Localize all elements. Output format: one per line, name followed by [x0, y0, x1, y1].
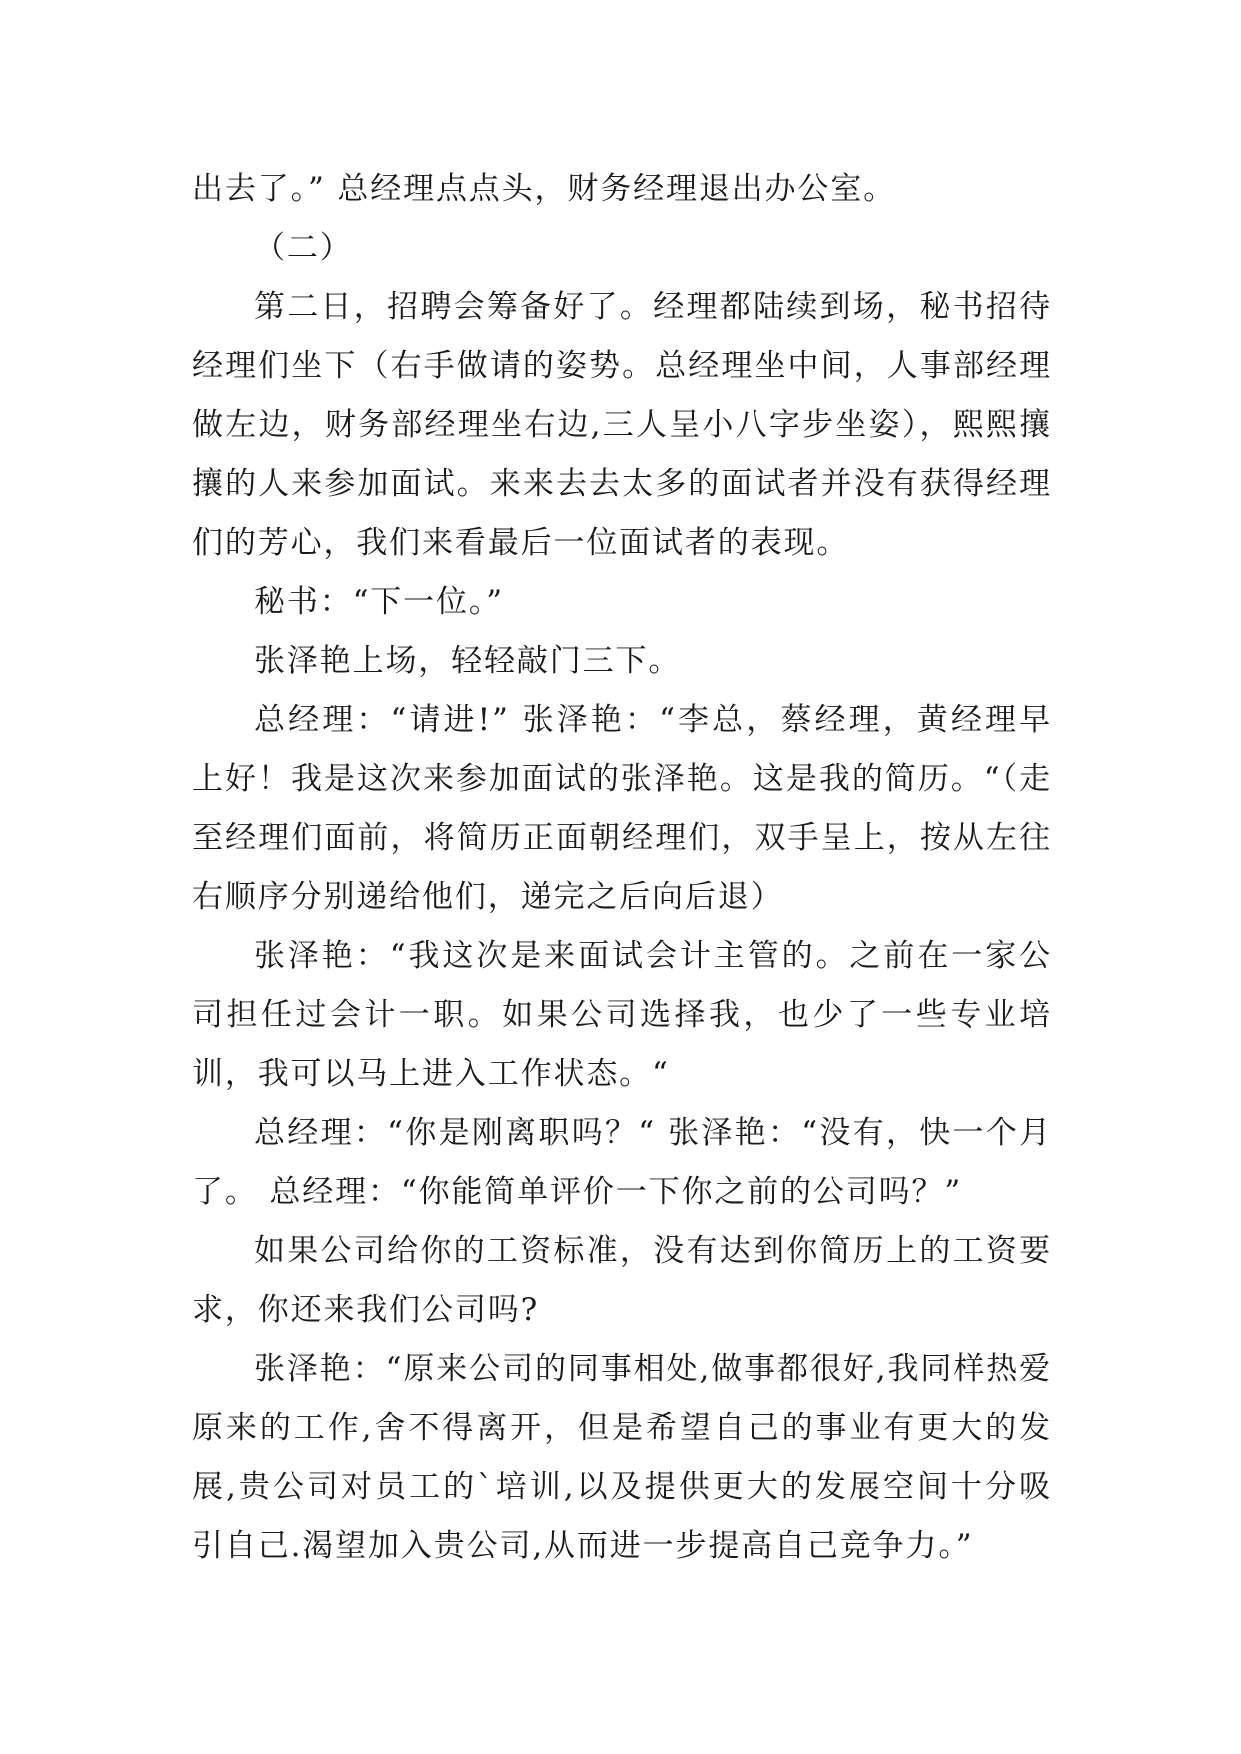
paragraph-candidate-answer: 张泽艳：“原来公司的同事相处,做事都很好,我同样热爱原来的工作,舍不得离开，但是希望自己的事业有更大的发展,贵公司对员工的`培训,以及提供更大的发展空间十分吸引自己.渴望加入贵公司,从而进一步提高自己竞争力。” [192, 1351, 1052, 1564]
paragraph-question-resignation: 总经理：“你是刚离职吗？“ 张泽艳：“没有，快一个月了。 总经理：“你能简单评价一下你之前的公司吗？” [192, 1115, 1052, 1210]
paragraph-greeting: 总经理：“请进!” 张泽艳：“李总，蔡经理，黄经理早上好！我是这次来参加面试的张泽艳。这是我的简历。“（走至经理们面前，将简历正面朝经理们，双手呈上，按从左往右顺序分别递给他们，递完之后向后退） [192, 702, 1052, 915]
paragraph-candidate-enters: 张泽艳上场，轻轻敲门三下。 [254, 643, 682, 679]
paragraph-question-salary: 如果公司给你的工资标准，没有达到你简历上的工资要求，你还来我们公司吗? [192, 1233, 1052, 1328]
section-heading: （二） [254, 230, 353, 266]
paragraph-interview-setup: 第二日，招聘会筹备好了。经理都陆续到场，秘书招待经理们坐下（右手做请的姿势。总经理坐中间，人事部经理做左边，财务部经理坐右边,三人呈小八字步坐姿），熙熙攘攘的人来参加面试。来来去去太多的面试者并没有获得经理们的芳心，我们来看最后一位面试者的表现。 [192, 289, 1052, 561]
paragraph-self-introduction: 张泽艳：“我这次是来面试会计主管的。之前在一家公司担任过会计一职。如果公司选择我，也少了一些专业培训，我可以马上进入工作状态。“ [192, 938, 1052, 1092]
paragraph-secretary-line: 秘书：“下一位。” [254, 584, 504, 620]
document-body [192, 160, 1052, 1576]
paragraph-continuation: 出去了。” 总经理点点头，财务经理退出办公室。 [192, 171, 896, 207]
